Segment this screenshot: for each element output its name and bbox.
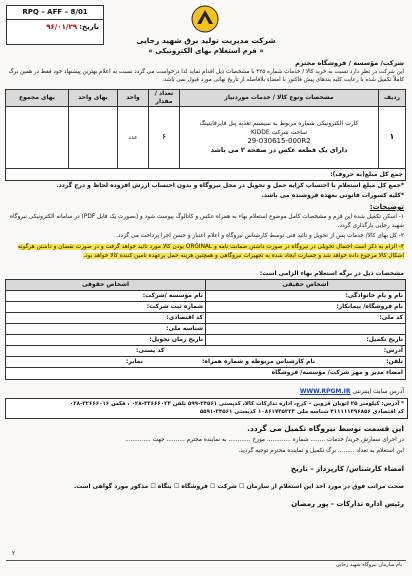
footer-address: * آدرس: کیلومتر ۲۵ اتوبان قزوین – کرج، اداره تدارکات کالا، کدپستی ۳۴۵۶۱-۵۹۹ تلفن ۳۲۶۶۶۰۲۴-۰۲۸ ، فکس ۳۲۶۶۶۰۱۶-۰۲۸ xyxy=(69,401,404,407)
website-link[interactable]: WWW.RPGM.IR xyxy=(299,388,351,395)
desc-line-2: ساخت شرکت KIDDE xyxy=(250,128,308,136)
footer-address-box xyxy=(5,398,408,419)
internal-line-3: صحت مراتب فوق در مورد اخذ این استعلام از سازمان ☐ شرکت ☐ فروشگاه ☐ بنگاه ☐ مذکور مورد گواهی است. xyxy=(73,483,404,490)
field-national-code[interactable]: کد ملی: xyxy=(206,313,406,324)
website-line: آدرس سایت اینترنتی WWW.RPGM.IR xyxy=(299,388,404,395)
total-in-words-label: جمع کل مبلغ(به حروف): xyxy=(6,169,406,181)
real-person-header: اشخاص حقیقی xyxy=(206,280,406,291)
explanation-1: ۱- اسکن تکمیل شده این فرم و مشخصات کامل موضوع استعلام بهاء به همراه عکس و کاتالوگ پیوست شود و (بصورت یک فایل PDF) در سامانه الکترونیکی نیروگاه شهید رجایی بارگذاری گردد. xyxy=(9,214,404,229)
footer-codes: کد اقتصادی ۴۱۱۱۱۱۴۹۶۸۵۶ شناسه ملی ۱۰۸۶۱۷۴۵۲۲۳ کدپستی ۳۴۵۶۱-۵۵۹۱ xyxy=(199,409,404,416)
col-unit-price: بهای واحد xyxy=(69,90,118,107)
row-unit-price[interactable] xyxy=(69,107,118,169)
row-total[interactable] xyxy=(6,107,69,169)
field-fax[interactable]: نمابر: xyxy=(126,357,143,365)
col-total: بهای مجموع xyxy=(6,90,69,107)
table-row xyxy=(6,107,406,169)
col-quantity: تعداد / مقدار xyxy=(149,90,180,107)
field-address[interactable]: آدرس: کد پستی: xyxy=(6,346,406,357)
row-description xyxy=(180,107,379,169)
bottom-rule xyxy=(6,560,406,561)
desc-line-1: کارت الکترونیکی شماره مربوط به سیستم تغذیه پنل فایرفایتینگ xyxy=(199,120,359,128)
col-unit: واحد xyxy=(118,90,149,107)
entity-table xyxy=(5,279,406,380)
field-completion-date[interactable]: تاریخ تکمیل: xyxy=(206,335,406,346)
field-postal-code[interactable]: کد پستی: xyxy=(136,346,165,354)
field-phone[interactable]: تلفن: نام کارشناس مربوطه و شماره همراه: نمابر: xyxy=(6,357,406,368)
field-store-name[interactable]: نام فروشگاه/ پیمانکار: xyxy=(206,302,406,313)
form-code-box xyxy=(6,5,104,45)
field-economic-code[interactable]: کد اقتصادی: xyxy=(6,313,206,324)
col-index: ردیف xyxy=(379,90,406,107)
addressee: شرکت/ مؤسسه / فروشگاه محترم xyxy=(295,59,404,67)
explanations-title: توضیحات: xyxy=(369,203,404,211)
signature-stamp-field[interactable]: امضاء مدیر و مهر شرکت/ مؤسسه/ فروشگاه xyxy=(6,368,406,380)
required-fields-note: مشخصات ذیل در برگه استعلام بهاء الزامی است: xyxy=(259,270,404,277)
explanation-2: ۲- کل بهای کالا/ خدمات پس از تحویل و تائید فنی توسط کارشناس نیروگاه و اعلام اعتبار و حسن اجرا پرداخت می گردد. xyxy=(116,233,404,239)
company-logo xyxy=(188,4,222,34)
desc-photo-note: دارای یک قطعه عکس در صفحه ۲ می باشد xyxy=(210,146,348,155)
legal-person-header: اشخاص حقوقی xyxy=(6,280,206,291)
form-subtitle: « فرم استعلام بهای الکترونیکی » xyxy=(148,47,264,55)
company-name: شرکت مدیریت تولید برق شهید رجایی xyxy=(136,36,276,45)
note-2: *کلیه کسورات قانونی بعهده فروشنده می باشد. xyxy=(261,192,404,199)
note-1: *جمع کل مبلغ استعلام با احتساب کرایه حمل و تحویل در محل نیروگاه و بدون احتساب ارزش افزوده لحاظ و درج گردد. xyxy=(56,182,404,189)
field-company-name[interactable]: نام مؤسسه /شرکت: xyxy=(6,291,206,302)
explanation-3: ۳- الزام به ذکر است احتمال تحویلی در نیروگاه در صورت داشتن ضمانت نامه و ORGINAL بودن کالا مورد تائید خواهد گرفت و در صورت نقصان و داشتن هرگونه اشکال کالا مرجوع داده خواهد شد و خسارت ایجاد شده به تجهیزات نیروگاهی و همچنین هزینه حمل برعهده تامین کننده کالا خواهد بود. xyxy=(17,244,404,259)
date-value: ۹۶/۰۱/۲۹ xyxy=(46,23,77,32)
items-table xyxy=(5,89,406,181)
date-label: تاریخ: xyxy=(79,23,99,32)
row-unit: عدد xyxy=(118,107,149,169)
col-description: مشخصات ونوع کالا / خدمات موردنیاز xyxy=(180,90,379,107)
field-national-id[interactable]: شناسه ملی: xyxy=(6,324,206,335)
internal-line-1: در اجرای سفارش خرید/ خدمات ........ شماره ............. مورخ ............ به نماینده محترم .......... جهت .............. xyxy=(124,437,404,443)
footer-org-name: نام سازمان نیروگاه شهید رجایی xyxy=(335,562,402,568)
field-full-name[interactable]: نام و نام خانوادگی: xyxy=(206,291,406,302)
internal-line-2: این استعلام به تعداد ......... برگ تکمیل و نماینده محترم توجیه گردید. xyxy=(238,448,404,454)
field-rep-name[interactable]: نام کارشناس مربوطه و شماره همراه: xyxy=(202,357,315,365)
page-number: ۲ xyxy=(12,550,16,557)
field-delivery-date[interactable]: تاریخ زمان تحویل: xyxy=(6,335,206,346)
desc-part-number: 29-030615-000R2 xyxy=(247,136,311,145)
intro-text: این شرکت در نظر دارد نسبت به خرید کالا / خدمات شماره ۴۲۵ با مشخصات ذیل اقدام نماید لذا درخواست می گردد نسبت به اعلام بهترین پیشنهاد خود فقط در همین برگ کاملاً تکمیل شده با رعایت کلیه بندهای پیش فاکتور با امضاء بلافاصله از تاریخ نهائی مورد قبول نمی باشد. xyxy=(8,69,404,84)
expert-signature: امضاء کارشناس/ کارپرداز – تاریخ xyxy=(290,465,404,473)
row-index: ۱ xyxy=(379,107,406,169)
row-quantity: ۶ xyxy=(149,107,180,169)
field-registration-number[interactable]: شماره ثبت شرکت: xyxy=(6,302,206,313)
form-code: RPQ – AFF – 8/01 xyxy=(7,6,103,20)
internal-section-title: این قسمت توسط نیروگاه تکمیل می گردد. xyxy=(247,424,404,433)
procurement-head-signature: رئیس اداره تدارکات - پور رمضان xyxy=(291,500,404,508)
